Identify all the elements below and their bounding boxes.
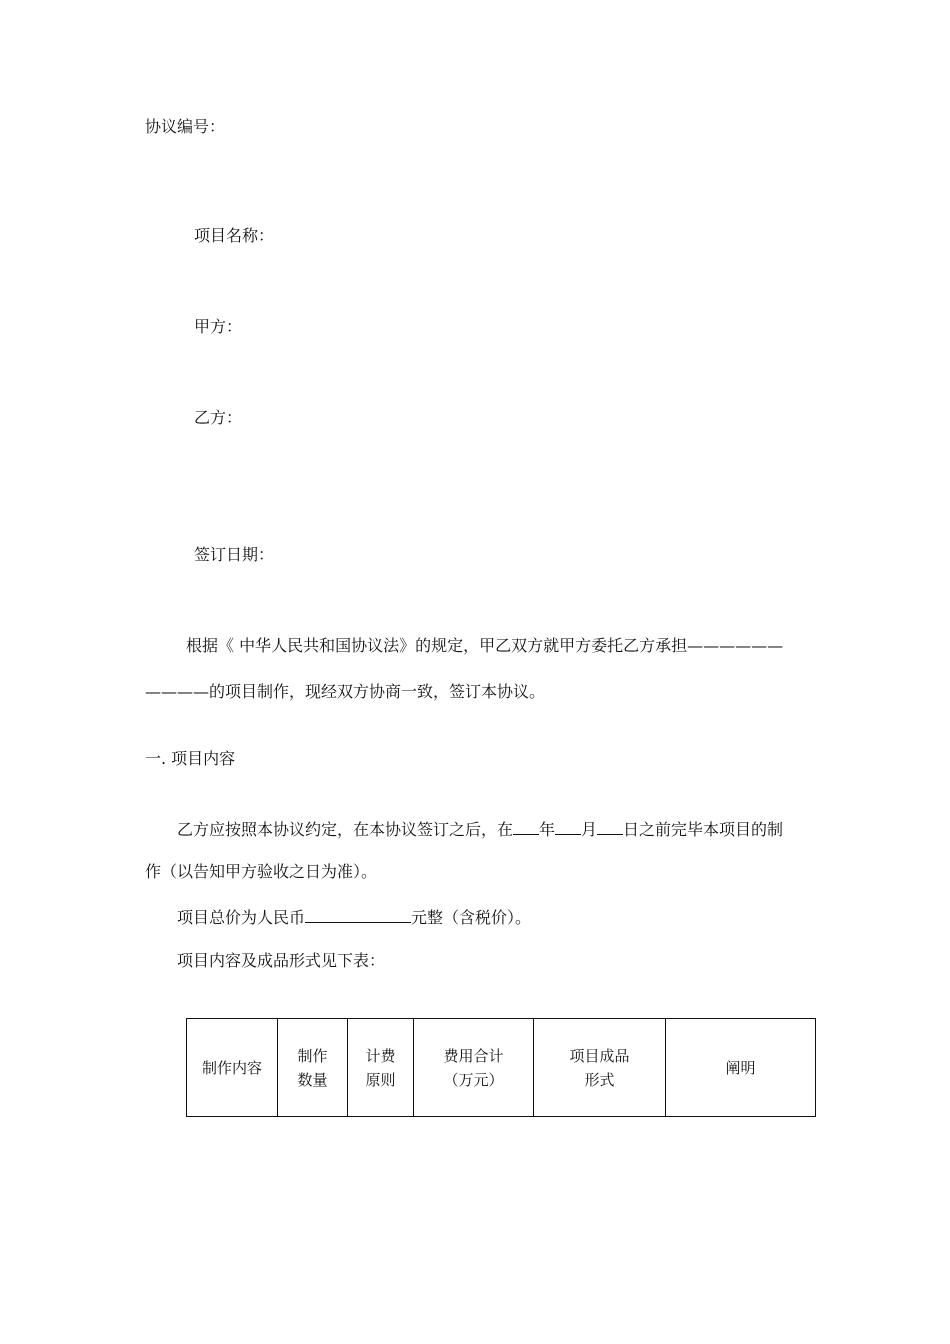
- table-header-row: [187, 1019, 816, 1117]
- project-content-table: [186, 1018, 816, 1117]
- month-blank: [555, 818, 581, 835]
- header-cell-total-cost: [414, 1019, 534, 1117]
- header-cell-deliverable-form: [534, 1019, 666, 1117]
- header-cell-production-quantity: [278, 1019, 348, 1117]
- header-text: 制作内容: [201, 1058, 262, 1077]
- year-blank: [513, 818, 539, 835]
- header-text: 项目成品: [569, 1046, 630, 1065]
- price-blank: [305, 906, 411, 923]
- price-text-a: 项目总价为人民币: [177, 908, 306, 927]
- month-label: 月: [581, 820, 598, 839]
- sign-date-label: 签订日期：: [194, 545, 275, 564]
- party-a-label: 甲方：: [194, 317, 243, 336]
- header-cell-billing-principle: [348, 1019, 414, 1117]
- completion-text-a: 乙方应按照本协议约定，在本协议签订之后，在: [177, 820, 514, 839]
- preamble-dash-blank-1: ——————: [687, 636, 784, 655]
- agreement-number-label: 协议编号：: [145, 117, 226, 136]
- section-1-heading: 一. 项目内容: [145, 749, 236, 768]
- header-text: 数量: [297, 1070, 328, 1089]
- day-blank: [597, 818, 623, 835]
- party-b-label: 乙方：: [194, 408, 243, 427]
- header-text: 制作: [297, 1046, 328, 1065]
- project-name-label: 项目名称：: [194, 226, 275, 245]
- year-label: 年: [539, 820, 556, 839]
- header-text: 费用合计: [443, 1046, 504, 1065]
- completion-date-line-1: [177, 818, 783, 840]
- header-cell-production-content: [187, 1019, 278, 1117]
- completion-date-line-2: 作（以告知甲方验收之日为准）。: [145, 862, 378, 881]
- header-text: 原则: [365, 1070, 396, 1089]
- header-text: 形式: [584, 1070, 615, 1089]
- preamble-line-1: [186, 636, 783, 656]
- preamble-text-1: 根据《 中华人民共和国协议法》的规定，甲乙双方就甲方委托乙方承担: [186, 636, 688, 655]
- header-cell-notes: [666, 1019, 816, 1117]
- price-text-b: 元整（含税价）。: [411, 908, 532, 927]
- header-text: 计费: [365, 1046, 396, 1065]
- preamble-line-2: [145, 682, 545, 702]
- table-intro: 项目内容及成品形式见下表：: [177, 951, 386, 970]
- completion-text-b: 日之前完毕本项目的制: [623, 820, 784, 839]
- preamble-text-2: 的项目制作，现经双方协商一致，签订本协议。: [209, 682, 546, 701]
- header-text: 阐明: [725, 1058, 756, 1077]
- total-price-line: [177, 906, 531, 928]
- header-text: （万元）: [443, 1070, 504, 1089]
- preamble-dash-blank-2: ————: [145, 682, 209, 701]
